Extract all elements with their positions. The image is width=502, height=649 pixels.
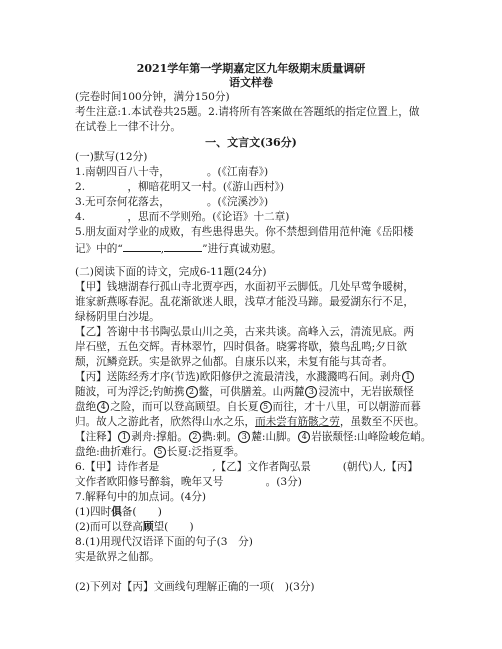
bing-text: 随波，可为浮泛;钓鲂携 [75,386,185,398]
bing-text: 归。故人之游此者，欣然得山水之乐， [75,416,256,428]
dotted-word: 顾 [142,521,154,533]
question-6-line-1: 6.【甲】诗作者是 ,【乙】文作者陶弘景 (朝代)人,【丙】 [75,461,418,473]
note-text: 岩嵌颓怪:山峰险峻危峭。 [311,431,432,443]
circled-number: 1 [402,371,414,383]
annotation-2 [75,446,244,459]
question-4: 4. ，思而不学则殆。(《论语》十二章) [75,211,290,223]
underlined-sentence: 而未尝有筋骸之劳 [255,416,340,428]
q7-text: (1)四时 [75,506,112,518]
question-5-line-2 [75,241,282,256]
question-8-sentence: 实是欲界之仙都。 [75,551,160,563]
question-7-1 [75,506,162,519]
circled-number: 5 [260,401,272,413]
question-8-2: (2)下列对【丙】文画线句理解正确的一项( )(3分) [75,581,315,593]
bing-text: 而往，才十八里，可以朝游而暮 [272,401,421,413]
note-text: 擕:刺。 [201,431,238,443]
bing-text: 浸流中，无岩嵌颓怪 [318,386,414,398]
question-1: 1.南朝四百八十寺， 。(《江南春》) [75,166,269,178]
bing-text: 之险，而可以登高顾望。自长夏 [110,401,259,413]
q5-text-a: 记》中的“ [75,243,123,255]
circled-number: 3 [305,386,317,398]
circled-number: 2 [186,386,198,398]
dotted-word: 俱 [111,506,122,518]
circled-number: 1 [118,431,130,443]
q7-text: 望( ) [153,521,194,533]
note-label: 【注释】 [75,431,118,443]
question-2: 2. ，柳暗花明又一村。(《游山西村》) [75,181,285,193]
section-title: 一、文言文(36分) [205,136,297,149]
question-8: 8.(1)用现代汉语译下面的句子(3 分) [75,536,253,548]
passage-bing-2 [75,386,414,399]
circled-number: 5 [154,446,166,458]
passage-yi-2: 岸石壁，五色交辉。青林翠竹，四时俱备。晓雾将歇，猿鸟乱鸣;夕日欲 [75,341,407,353]
note-text: 麓:山脚。 [251,431,298,443]
answer-blank [164,241,202,252]
notice-line-2: 在试卷上一律不计分。 [75,121,181,133]
passage-yi-1: 【乙】答谢中书书陶弘景山川之美，古来共谈。高峰入云，清流见底。两 [75,326,414,338]
passage-bing-1 [75,371,415,384]
question-6-line-2: 文作者欧阳修号醉翁，晚年又号 。(3分) [75,476,302,488]
note-text: 剥舟:撑船。 [131,431,188,443]
question-7-2 [75,521,194,534]
bing-text: ，虽数至不厌也。 [339,416,425,428]
page-subtitle: 语文样卷 [229,76,273,89]
q5-text-b: , [160,243,165,255]
question-7: 7.解释句中的加点词。(4分) [75,491,207,503]
circled-number: 2 [189,431,201,443]
part-b-title: (二)阅读下面的诗文，完成6-11题(24分) [75,266,267,278]
question-3: 3.无可奈何花落去， 。(《浣溪沙》) [75,196,269,208]
passage-jia-3: 绿杨阴里白沙堤。 [75,311,160,323]
circled-number: 4 [97,401,109,413]
answer-blank [123,241,161,252]
notice-line-1: 考生注意:1.本试卷共25题。2.请将所有答案做在答题纸的指定位置上，做 [75,106,420,118]
circled-number: 3 [238,431,250,443]
passage-jia-1: 【甲】钱塘湖春行孤山寺北贾亭西，水面初平云脚低。几处早莺争暖树， [75,281,414,293]
q7-text: 备( ) [121,506,162,518]
page-title: 2021学年第一学期嘉定区九年级期末质量调研 [136,62,366,75]
passage-bing-3 [75,401,421,414]
q5-text-c: ”进行真诚劝慰。 [202,243,282,255]
bing-text: 盘绝 [75,401,97,413]
note-text: 盘绝:曲折难行。 [75,446,153,458]
q7-text: (2)而可以登高 [75,521,143,533]
passage-jia-2: 谁家新燕啄春泥。乱花渐欲迷人眼，浅草才能没马蹄。最爱湖东行不足， [75,296,414,308]
circled-number: 4 [298,431,310,443]
question-5-line-1: 5.朋友面对学业的成败，有些患得患失。你不禁想到借用范仲淹《岳阳楼 [75,226,414,238]
passage-bing-4 [75,416,425,429]
annotation-1 [75,431,431,444]
bing-text: 鳖，可供膳羞。山两麓 [198,386,305,398]
passage-yi-3: 颓，沉鳞竞跃。实是欲界之仙都。自康乐以来，未复有能与其奇者。 [75,356,393,368]
time-info: (完卷时间100分钟，满分150分) [75,91,230,103]
part-a-title: (一)默写(12分) [75,151,148,163]
note-text: 长夏:泛指夏季。 [166,446,245,458]
bing-text: 【丙】送陈经秀才序(节选)欧阳修伊之流最清浅，水濺濺鸣石间。剥舟 [75,371,402,383]
